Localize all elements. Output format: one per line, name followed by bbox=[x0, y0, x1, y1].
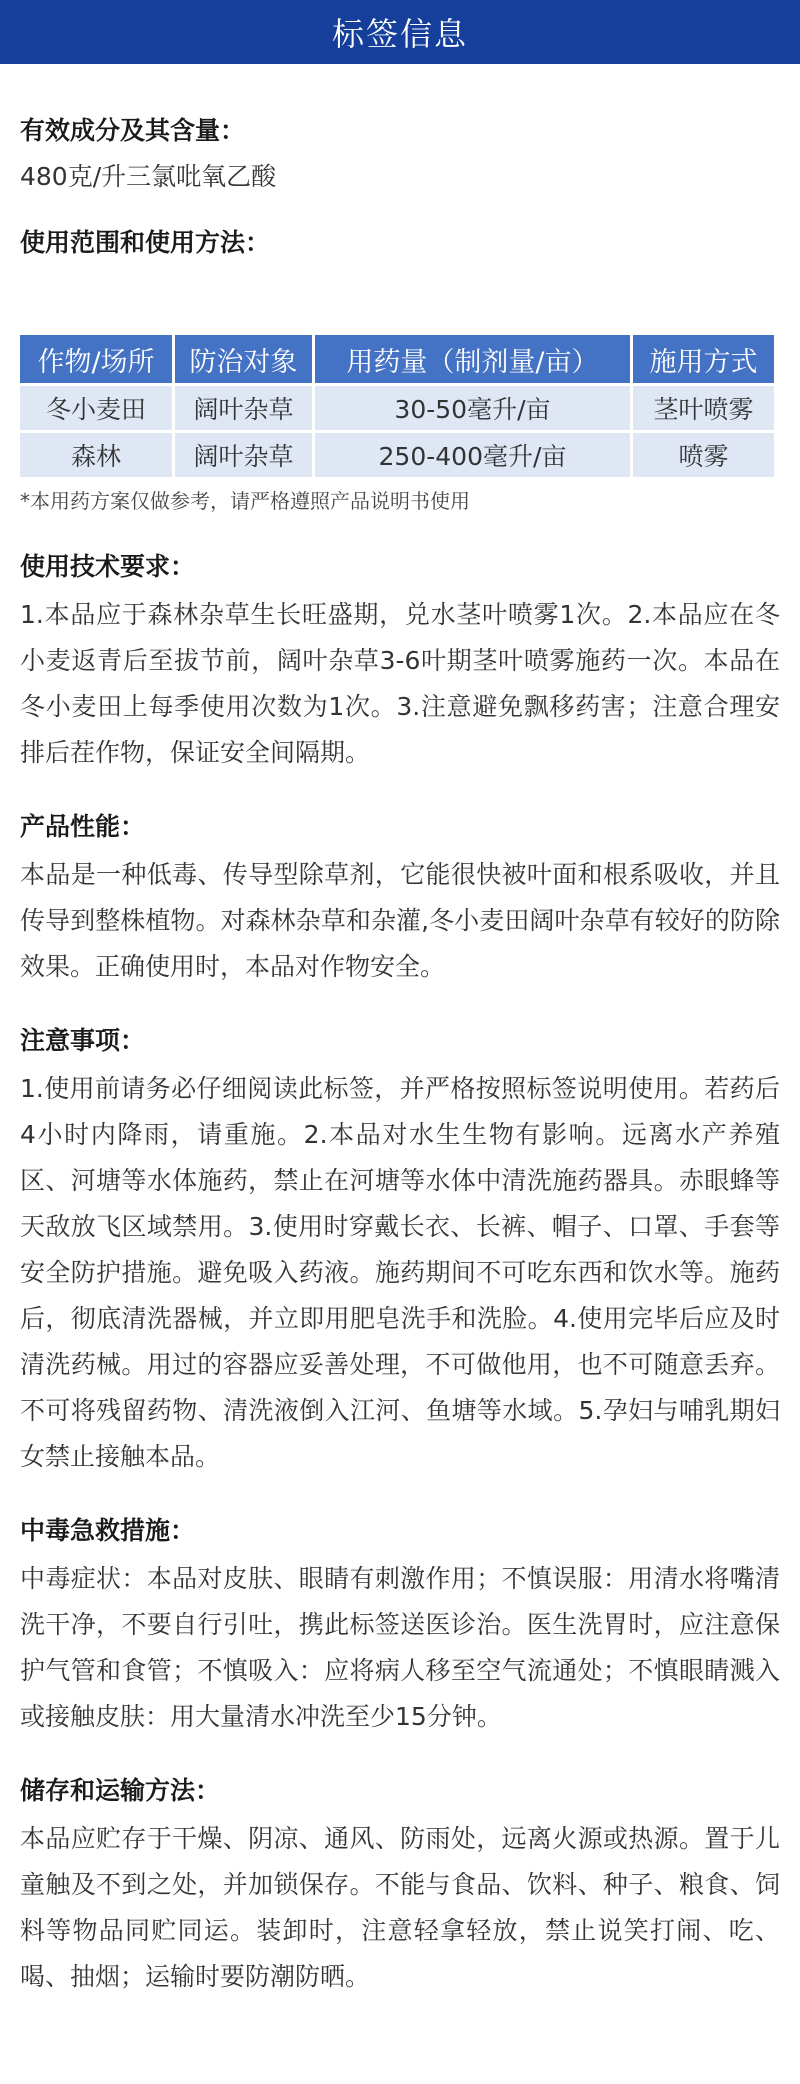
usage-section bbox=[20, 220, 780, 266]
first-aid-section bbox=[20, 1508, 780, 1740]
cell-method: 茎叶喷雾 bbox=[633, 386, 774, 430]
performance-section bbox=[20, 804, 780, 990]
cell-target: 阔叶杂草 bbox=[175, 433, 312, 477]
storage-section bbox=[20, 1768, 780, 2000]
technique-section bbox=[20, 544, 780, 776]
performance-text: 本品是一种低毒、传导型除草剂，它能很快被叶面和根系吸收，并且传导到整株植物。对森林杂草和杂灌,冬小麦田阔叶杂草有较好的防除效果。正确使用时，本品对作物安全。 bbox=[20, 860, 780, 981]
table-note: *本用药方案仅做参考，请严格遵照产品说明书使用 bbox=[20, 489, 470, 513]
cell-method: 喷雾 bbox=[633, 433, 774, 477]
page-title: 标签信息 bbox=[331, 15, 468, 53]
cell-dosage: 30-50毫升/亩 bbox=[315, 386, 630, 430]
label-content bbox=[0, 64, 800, 2000]
first-aid-text: 中毒症状：本品对皮肤、眼睛有刺激作用；不慎误服：用清水将嘴清洗干净，不要自行引吐，携此标签送医诊治。医生洗胃时，应注意保护气管和食管；不慎吸入：应将病人移至空气流通处；不慎眼睛溅入或接触皮肤：用大量清水冲洗至少15分钟。 bbox=[20, 1564, 780, 1731]
cell-dosage: 250-400毫升/亩 bbox=[315, 433, 630, 477]
dosage-table bbox=[17, 332, 777, 480]
header-bar bbox=[0, 0, 800, 64]
header-target: 防治对象 bbox=[175, 335, 312, 383]
header-method: 施用方式 bbox=[633, 335, 774, 383]
table-header-row bbox=[20, 335, 774, 383]
usage-title: 使用范围和使用方法： bbox=[20, 228, 271, 257]
table-row bbox=[20, 386, 774, 430]
first-aid-title: 中毒急救措施： bbox=[20, 1516, 196, 1545]
ingredient-section bbox=[20, 64, 780, 200]
header-dosage: 用药量（制剂量/亩） bbox=[315, 335, 630, 383]
cell-crop: 冬小麦田 bbox=[20, 386, 172, 430]
ingredient-value: 480克/升三氯吡氧乙酸 bbox=[20, 162, 277, 191]
cautions-section bbox=[20, 1018, 780, 1480]
storage-text: 本品应贮存于干燥、阴凉、通风、防雨处，远离火源或热源。置于儿童触及不到之处，并加锁保存。不能与食品、饮料、种子、粮食、饲料等物品同贮同运。装卸时，注意轻拿轻放，禁止说笑打闹、吃、喝、抽烟；运输时要防潮防晒。 bbox=[20, 1824, 780, 1991]
cautions-text: 1.使用前请务必仔细阅读此标签，并严格按照标签说明使用。若药后4小时内降雨，请重施。2.本品对水生生物有影响。远离水产养殖区、河塘等水体施药，禁止在河塘等水体中清洗施药器具。赤眼蜂等天敌放飞区域禁用。3.使用时穿戴长衣、长裤、帽子、口罩、手套等安全防护措施。避免吸入药液。施药期间不可吃东西和饮水等。施药后，彻底清洗器械，并立即用肥皂洗手和洗脸。4.使用完毕后应及时清洗药械。用过的容器应妥善处理，不可做他用，也不可随意丢弃。不可将残留药物、清洗液倒入江河、鱼塘等水域。5.孕妇与哺乳期妇女禁止接触本品。 bbox=[20, 1074, 780, 1471]
storage-title: 储存和运输方法： bbox=[20, 1776, 221, 1805]
cautions-title: 注意事项： bbox=[20, 1026, 146, 1055]
technique-text: 1.本品应于森林杂草生长旺盛期，兑水茎叶喷雾1次。2.本品应在冬小麦返青后至拔节前，阔叶杂草3-6叶期茎叶喷雾施药一次。本品在冬小麦田上每季使用次数为1次。3.注意避免飘移药害；注意合理安排后茬作物，保证安全间隔期。 bbox=[20, 600, 780, 767]
header-crop: 作物/场所 bbox=[20, 335, 172, 383]
table-row bbox=[20, 433, 774, 477]
performance-title: 产品性能： bbox=[20, 812, 146, 841]
cell-target: 阔叶杂草 bbox=[175, 386, 312, 430]
ingredient-title: 有效成分及其含量： bbox=[20, 116, 246, 145]
cell-crop: 森林 bbox=[20, 433, 172, 477]
technique-title: 使用技术要求： bbox=[20, 552, 196, 581]
